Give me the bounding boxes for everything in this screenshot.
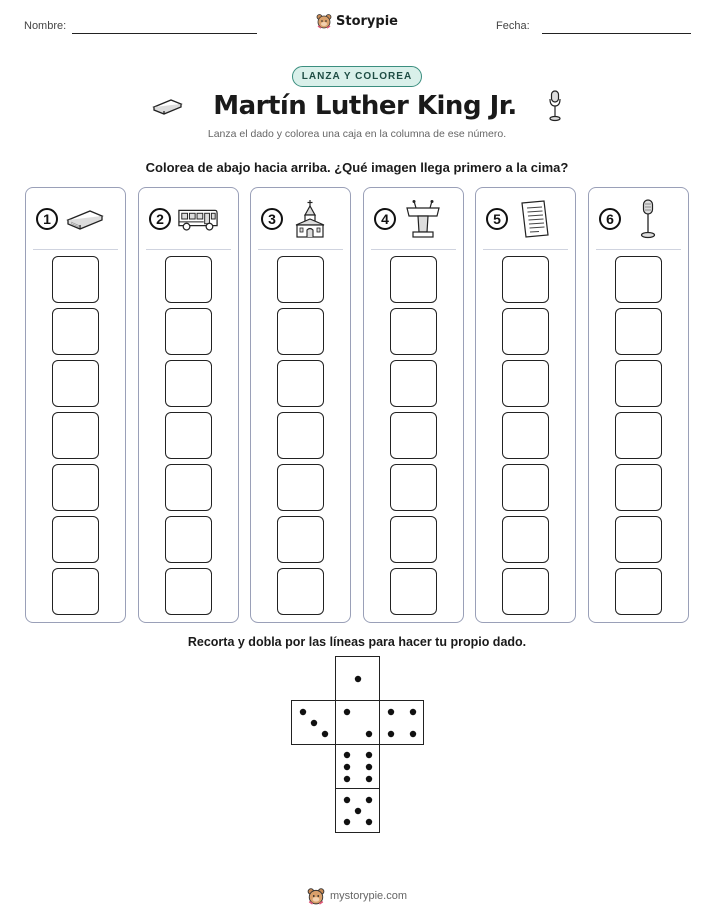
die-face-5 [335, 788, 380, 833]
column-divider [371, 249, 456, 250]
column-4 [363, 187, 464, 623]
column-number: 6 [599, 208, 621, 230]
color-box[interactable] [615, 256, 662, 303]
color-box[interactable] [52, 516, 99, 563]
color-box[interactable] [52, 308, 99, 355]
color-box[interactable] [277, 256, 324, 303]
podium-icon [404, 199, 442, 239]
color-box[interactable] [165, 464, 212, 511]
color-box[interactable] [390, 256, 437, 303]
column-number: 2 [149, 208, 171, 230]
color-box[interactable] [277, 568, 324, 615]
color-box[interactable] [165, 412, 212, 459]
microphone-icon [638, 199, 658, 239]
color-box[interactable] [502, 516, 549, 563]
footer [0, 887, 714, 905]
color-box[interactable] [52, 412, 99, 459]
color-box[interactable] [615, 308, 662, 355]
color-box[interactable] [52, 464, 99, 511]
color-box[interactable] [165, 360, 212, 407]
church-icon [292, 199, 328, 239]
die-face-6 [335, 744, 380, 789]
column-divider [483, 249, 568, 250]
subtitle: Lanza el dado y colorea una caja en la columna de ese número. [207, 128, 507, 140]
brand-name: Storypie [336, 13, 398, 29]
brand-logo [0, 13, 714, 34]
color-box[interactable] [502, 412, 549, 459]
color-box[interactable] [277, 308, 324, 355]
column-6 [588, 187, 689, 623]
die-face-2 [335, 700, 380, 745]
color-box[interactable] [165, 516, 212, 563]
die-face-4 [379, 700, 424, 745]
color-box[interactable] [390, 360, 437, 407]
color-box[interactable] [502, 308, 549, 355]
color-box[interactable] [52, 360, 99, 407]
color-box[interactable] [165, 256, 212, 303]
color-box[interactable] [502, 256, 549, 303]
column-number: 4 [374, 208, 396, 230]
color-box[interactable] [390, 568, 437, 615]
column-3 [250, 187, 351, 623]
color-box[interactable] [615, 412, 662, 459]
document-icon [519, 200, 551, 238]
color-box[interactable] [52, 568, 99, 615]
color-box[interactable] [277, 360, 324, 407]
column-divider [146, 249, 231, 250]
book-icon [151, 95, 183, 117]
color-box[interactable] [615, 516, 662, 563]
die-face-1 [335, 656, 380, 701]
color-box[interactable] [52, 256, 99, 303]
bus-icon [177, 204, 219, 234]
column-number: 3 [261, 208, 283, 230]
color-box[interactable] [390, 516, 437, 563]
color-box[interactable] [390, 308, 437, 355]
die-face-3 [291, 700, 336, 745]
activity-badge: LANZA Y COLOREA [292, 66, 422, 87]
color-box[interactable] [277, 516, 324, 563]
die-instruction: Recorta y dobla por las líneas para hacer tu propio dado. [187, 635, 527, 649]
color-box[interactable] [502, 568, 549, 615]
microphone-icon [547, 90, 563, 122]
color-box[interactable] [165, 308, 212, 355]
column-number: 1 [36, 208, 58, 230]
coloring-instruction: Colorea de abajo hacia arriba. ¿Qué imagen llega primero a la cima? [145, 160, 569, 175]
color-box[interactable] [390, 412, 437, 459]
page-title: Martín Luther King Jr. [213, 91, 517, 121]
color-box[interactable] [502, 464, 549, 511]
color-box[interactable] [615, 360, 662, 407]
color-box[interactable] [277, 464, 324, 511]
date-label: Fecha: [496, 20, 530, 32]
footer-url: mystorypie.com [329, 890, 408, 902]
color-box[interactable] [165, 568, 212, 615]
column-divider [258, 249, 343, 250]
color-box[interactable] [615, 464, 662, 511]
color-box[interactable] [615, 568, 662, 615]
column-2 [138, 187, 239, 623]
column-5 [475, 187, 576, 623]
column-divider [596, 249, 681, 250]
color-box[interactable] [502, 360, 549, 407]
column-divider [33, 249, 118, 250]
color-box[interactable] [277, 412, 324, 459]
name-label: Nombre: [24, 20, 67, 32]
bear-logo-icon [307, 887, 325, 905]
column-number: 5 [486, 208, 508, 230]
bear-logo-icon [316, 13, 332, 29]
color-box[interactable] [390, 464, 437, 511]
book-icon [65, 205, 105, 233]
column-1 [25, 187, 126, 623]
